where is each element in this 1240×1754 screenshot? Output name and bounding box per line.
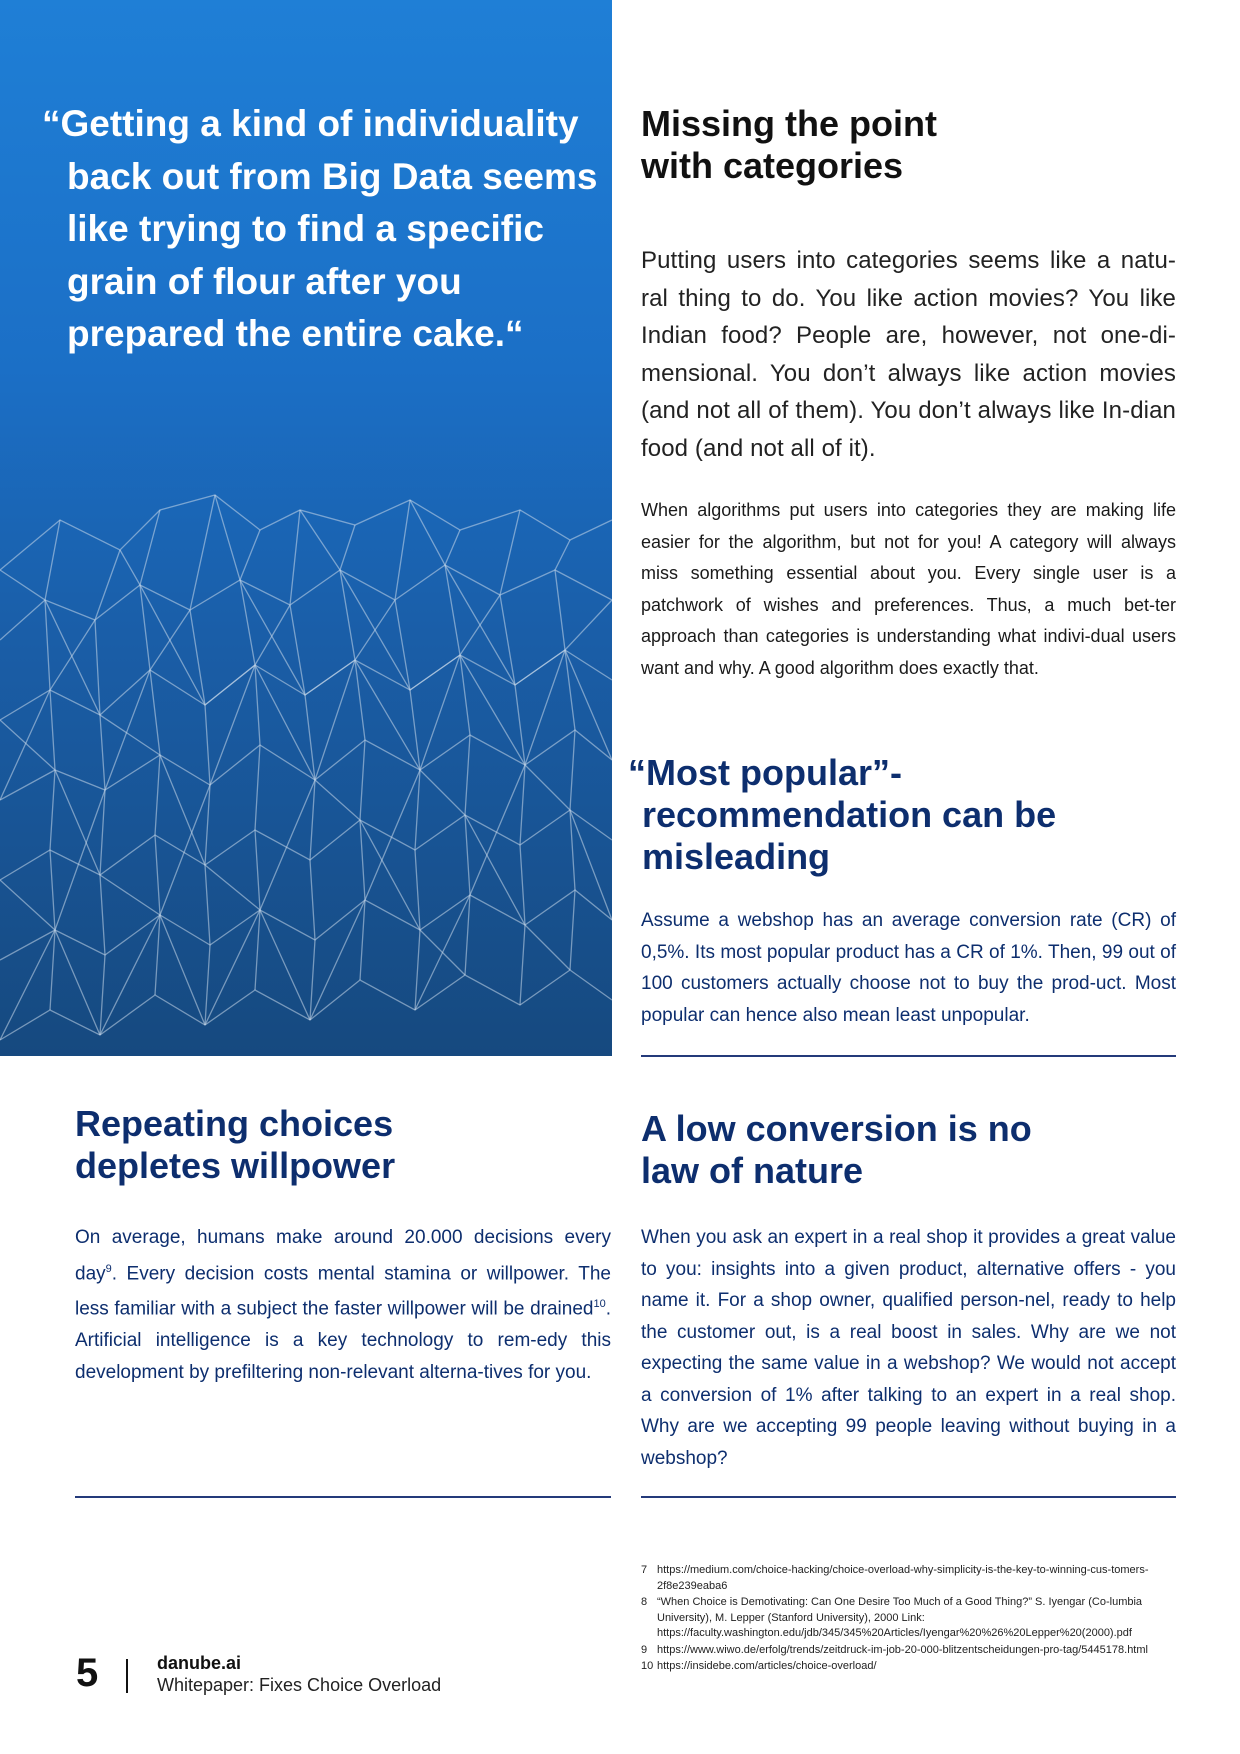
hero-panel <box>0 0 612 1056</box>
footnote-number: 9 <box>641 1643 648 1656</box>
footnote-number: 8 <box>641 1596 648 1608</box>
page-number: 5 <box>76 1651 99 1695</box>
brand-name: danube.ai <box>157 1653 242 1673</box>
polygon-network-graphic <box>0 490 612 1056</box>
footnote-number: 7 <box>641 1564 648 1576</box>
footnotes <box>641 1563 1176 1676</box>
footnote-text[interactable]: https://insidebe.com/articles/choice-overload/ <box>657 1660 877 1672</box>
heading-line: depletes willpower <box>75 1145 396 1186</box>
heading-line: law of nature <box>641 1150 864 1191</box>
categories-heading <box>641 103 1161 187</box>
popular-body: Assume a webshop has an average conversion rate (CR) of 0,5%. Its most popular product has a CR of 1%. Then, 99 out of 100 customers actually choose not to buy the prod-uct. Most popular can hence also mean least unpopular. <box>641 910 1176 1026</box>
conversion-heading <box>641 1108 1181 1192</box>
divider <box>641 1496 1176 1498</box>
footer-separator <box>126 1659 128 1693</box>
footer-branding <box>157 1652 441 1696</box>
heading-line: A low conversion is no <box>641 1108 1032 1149</box>
pull-quote: “Getting a kind of individuality back out from Big Data seems like trying to find a specific grain of flour after you prepared the entire cake.“ <box>42 103 598 354</box>
heading-line: misleading <box>642 836 831 877</box>
willpower-text: . Artificial intelligence is a key technology to rem-edy this development by prefiltering non-relevant alterna-tives for you. <box>75 1298 611 1383</box>
willpower-text: On average, humans make around 20.000 decisions every day <box>75 1227 611 1284</box>
document-subtitle: Whitepaper: Fixes Choice Overload <box>157 1675 442 1695</box>
heading-line: “Most popular”- <box>628 752 902 793</box>
categories-body: When algorithms put users into categories they are making life easier for the algorithm, but not for you! A category will always miss something essential about you. Every single user is a patchwork of wishes and preferences. Thus, a much bet-ter approach than categories is understanding what indivi-dual users want and why. A good algorithm does exactly that. <box>641 500 1176 678</box>
footnote-number: 10 <box>641 1660 654 1672</box>
footnote-ref: 9 <box>105 1262 112 1275</box>
conversion-body: When you ask an expert in a real shop it provides a great value to you: insights into a given product, alternative offers - you name it. For a shop owner, qualified person-nel, ready to help the customer out, is a real boost in sales. Why are we not expecting the same value in a webshop? We would not accept a conversion of 1% after talking to an expert in a real shop. Why are we accepting 99 people leaving without buying in a webshop? <box>641 1227 1176 1469</box>
willpower-heading <box>75 1103 615 1187</box>
footnote-text[interactable]: “When Choice is Demotivating: Can One Desire Too Much of a Good Thing?” S. Iyengar (Co-lumbia University), M. Lepper (Stanford University), 2000 Link: https://faculty.washington.edu/jdb/345/345%20Articles/Iyengar%20%26%20Lepper%20(2000).pdf <box>657 1596 1143 1639</box>
footnote <box>641 1643 1176 1659</box>
willpower-body <box>75 1222 611 1388</box>
footnote-ref: 10 <box>593 1298 606 1311</box>
footnote <box>641 1563 1176 1594</box>
categories-lead: Putting users into categories seems like a natu-ral thing to do. You like action movies? You like Indian food? People are, however, not one-di-mensional. You don’t always like action movies (and not all of them). You don’t always like In-dian food (and not all of it). <box>641 247 1176 462</box>
heading-line: recommendation can be <box>642 794 1057 835</box>
footnote <box>641 1595 1176 1642</box>
divider <box>75 1496 611 1498</box>
footnote-text[interactable]: https://medium.com/choice-hacking/choice-overload-why-simplicity-is-the-key-to-winning-cus-tomers-2f8e239eaba6 <box>657 1564 1149 1592</box>
popular-heading <box>628 752 1188 878</box>
willpower-text: . Every decision costs mental stamina or willpower. The less familiar with a subject the faster willpower will be drained <box>75 1262 611 1320</box>
heading-line: with categories <box>641 145 904 186</box>
footnote-text[interactable]: https://www.wiwo.de/erfolg/trends/zeitdruck-im-job-20-000-blitzentscheidungen-pro-tag/5445178.html <box>657 1643 1148 1656</box>
divider <box>641 1055 1176 1057</box>
heading-line: Repeating choices <box>75 1103 394 1144</box>
heading-line: Missing the point <box>641 103 937 144</box>
footnote <box>641 1659 1176 1675</box>
